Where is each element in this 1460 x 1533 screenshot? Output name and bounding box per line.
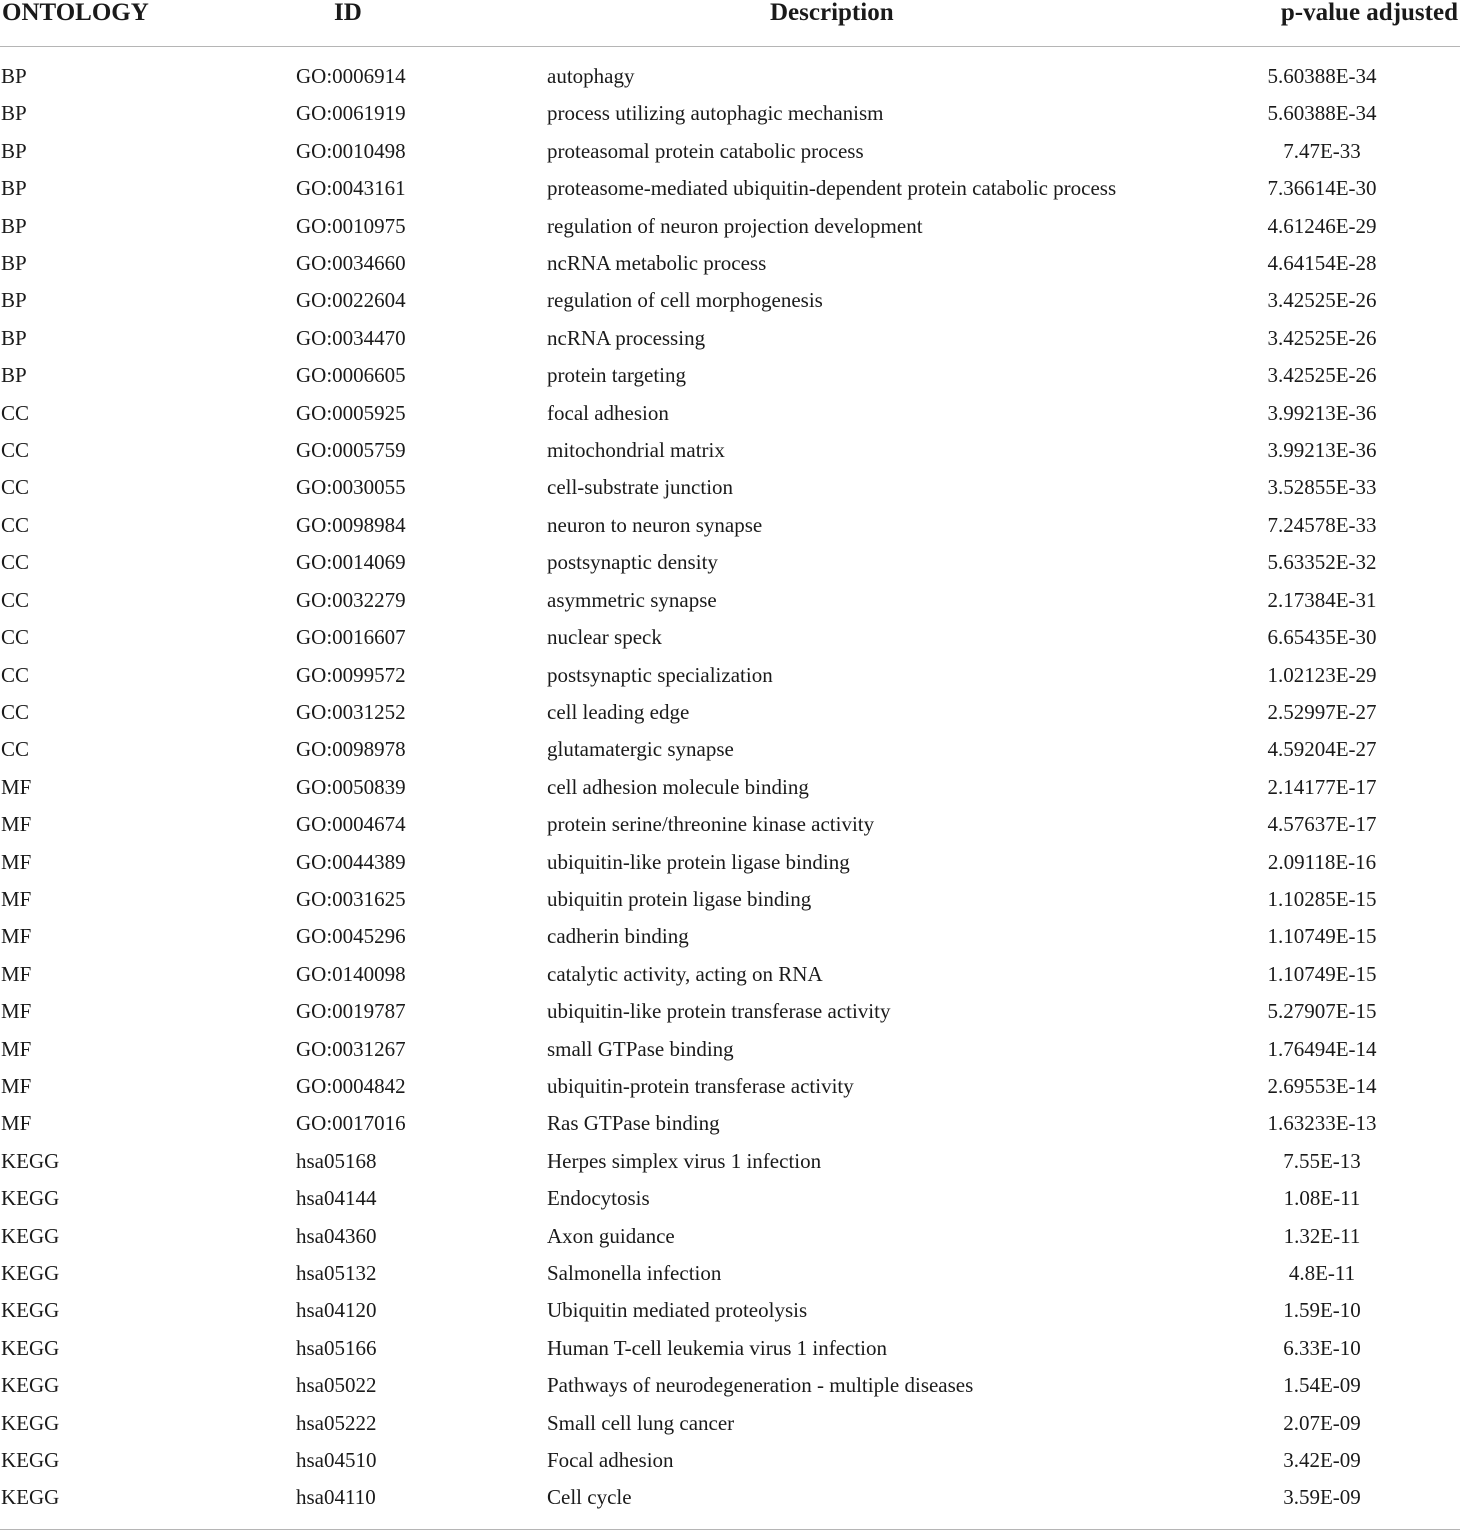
description-cell: Ras GTPase binding — [547, 1111, 720, 1136]
table-row — [0, 733, 1460, 770]
table-row — [0, 172, 1460, 209]
ontology-cell: CC — [1, 625, 30, 650]
description-cell: proteasome-mediated ubiquitin-dependent protein catabolic process — [547, 176, 1117, 201]
table-header — [0, 0, 1460, 47]
id-cell: GO:0034660 — [296, 251, 406, 276]
table-row — [0, 247, 1460, 284]
table-row — [0, 1107, 1460, 1144]
pvalue-cell: 6.33E-10 — [1283, 1335, 1361, 1360]
pvalue-cell: 4.8E-11 — [1288, 1261, 1356, 1285]
description-cell: protein targeting — [547, 363, 686, 388]
ontology-cell: CC — [1, 587, 30, 612]
pvalue-cell: 1.32E-11 — [1283, 1223, 1361, 1248]
pvalue-cell: 1.10749E-15 — [1267, 961, 1377, 986]
ontology-cell: KEGG — [1, 1223, 60, 1248]
id-cell: hsa04510 — [296, 1448, 377, 1473]
ontology-cell: KEGG — [1, 1298, 60, 1323]
ontology-cell: KEGG — [1, 1186, 60, 1211]
ontology-cell: MF — [1, 924, 32, 949]
ontology-cell: BP — [1, 64, 27, 88]
pvalue-cell: 2.07E-09 — [1283, 1410, 1361, 1435]
table-row — [0, 1070, 1460, 1107]
description-cell: Endocytosis — [547, 1186, 650, 1211]
pvalue-cell: 1.08E-11 — [1283, 1186, 1361, 1211]
pvalue-cell: 1.76494E-14 — [1267, 1036, 1377, 1061]
description-cell: Herpes simplex virus 1 infection — [547, 1148, 822, 1173]
header-pvalue: p-value adjusted — [1280, 0, 1458, 26]
pvalue-cell: 5.60388E-34 — [1267, 101, 1377, 126]
description-cell: Human T-cell leukemia virus 1 infection — [547, 1335, 887, 1360]
ontology-cell: CC — [1, 400, 30, 425]
id-cell: hsa05166 — [296, 1335, 377, 1360]
table-row — [0, 135, 1460, 172]
table-row — [0, 846, 1460, 883]
header-id: ID — [334, 0, 362, 26]
id-cell: hsa04110 — [296, 1485, 376, 1510]
description-cell: neuron to neuron synapse — [547, 512, 763, 537]
pvalue-cell: 3.99213E-36 — [1267, 438, 1377, 463]
table-row — [0, 920, 1460, 957]
table-row — [0, 883, 1460, 920]
ontology-cell: CC — [1, 475, 30, 500]
table-row — [0, 1407, 1460, 1444]
table-row — [0, 434, 1460, 471]
description-cell: cadherin binding — [547, 924, 689, 949]
description-cell: Salmonella infection — [547, 1261, 722, 1285]
description-cell: ubiquitin-like protein transferase activity — [547, 999, 891, 1024]
id-cell: GO:0016607 — [296, 625, 406, 650]
pvalue-cell: 1.02123E-29 — [1267, 662, 1377, 687]
id-cell: GO:0010498 — [296, 138, 406, 163]
ontology-cell: MF — [1, 812, 32, 837]
description-cell: ubiquitin-protein transferase activity — [547, 1073, 854, 1098]
table-row — [0, 397, 1460, 434]
pvalue-cell: 6.65435E-30 — [1267, 625, 1377, 650]
table-row — [0, 210, 1460, 247]
ontology-cell: BP — [1, 101, 27, 126]
pvalue-cell: 3.42E-09 — [1283, 1448, 1361, 1473]
table-row — [0, 1444, 1460, 1481]
id-cell: GO:0045296 — [296, 924, 406, 949]
table-row — [0, 659, 1460, 696]
id-cell: GO:0061919 — [296, 101, 406, 126]
description-cell: protein serine/threonine kinase activity — [547, 812, 875, 837]
description-cell: Ubiquitin mediated proteolysis — [547, 1298, 808, 1323]
ontology-cell: BP — [1, 288, 27, 313]
table-row — [0, 359, 1460, 396]
table-row — [0, 958, 1460, 995]
pvalue-cell: 3.59E-09 — [1283, 1485, 1361, 1510]
table-row — [0, 584, 1460, 621]
ontology-cell: KEGG — [1, 1335, 60, 1360]
id-cell: GO:0005759 — [296, 438, 406, 463]
table-row — [0, 771, 1460, 808]
table-bottom-rule — [0, 1529, 1460, 1530]
pvalue-cell: 7.24578E-33 — [1267, 512, 1377, 537]
pvalue-cell: 5.60388E-34 — [1267, 64, 1377, 88]
ontology-cell: MF — [1, 961, 32, 986]
table-row — [0, 322, 1460, 359]
pvalue-cell: 7.55E-13 — [1283, 1148, 1361, 1173]
id-cell: GO:0099572 — [296, 662, 406, 687]
table-row — [0, 1220, 1460, 1257]
id-cell: hsa04144 — [296, 1186, 377, 1211]
table-body — [0, 47, 1460, 1519]
ontology-cell: BP — [1, 325, 27, 350]
description-cell: Small cell lung cancer — [547, 1410, 735, 1435]
description-cell: autophagy — [547, 64, 635, 88]
table-row — [0, 60, 1460, 97]
description-cell: glutamatergic synapse — [547, 737, 734, 762]
pvalue-cell: 2.09118E-16 — [1267, 849, 1377, 874]
table-row — [0, 1369, 1460, 1406]
pvalue-cell: 1.59E-10 — [1283, 1298, 1361, 1323]
table-row — [0, 621, 1460, 658]
ontology-cell: MF — [1, 1073, 32, 1098]
table-row — [0, 696, 1460, 733]
ontology-cell: BP — [1, 363, 27, 388]
ontology-cell: CC — [1, 512, 30, 537]
id-cell: GO:0004842 — [296, 1073, 406, 1098]
ontology-cell: MF — [1, 774, 32, 799]
pvalue-cell: 2.69553E-14 — [1267, 1073, 1377, 1098]
table-row — [0, 471, 1460, 508]
table-row — [0, 1145, 1460, 1182]
description-cell: mitochondrial matrix — [547, 438, 725, 463]
ontology-cell: BP — [1, 138, 27, 163]
table-row — [0, 1033, 1460, 1070]
pvalue-cell: 3.42525E-26 — [1267, 363, 1377, 388]
description-cell: cell leading edge — [547, 699, 690, 724]
ontology-cell: CC — [1, 438, 30, 463]
ontology-cell: MF — [1, 999, 32, 1024]
ontology-cell: BP — [1, 176, 27, 201]
id-cell: GO:0050839 — [296, 774, 406, 799]
description-cell: postsynaptic specialization — [547, 662, 773, 687]
id-cell: hsa05022 — [296, 1373, 377, 1398]
table-row — [0, 284, 1460, 321]
id-cell: GO:0005925 — [296, 400, 406, 425]
description-cell: regulation of cell morphogenesis — [547, 288, 823, 313]
id-cell: GO:0140098 — [296, 961, 406, 986]
id-cell: GO:0031252 — [296, 699, 406, 724]
id-cell: GO:0010975 — [296, 213, 406, 238]
pvalue-cell: 3.99213E-36 — [1267, 400, 1377, 425]
id-cell: GO:0031267 — [296, 1036, 406, 1061]
description-cell: ubiquitin-like protein ligase binding — [547, 849, 850, 874]
description-cell: ncRNA metabolic process — [547, 251, 767, 276]
description-cell: Axon guidance — [547, 1223, 675, 1248]
pvalue-cell: 1.63233E-13 — [1267, 1111, 1377, 1136]
description-cell: cell-substrate junction — [547, 475, 734, 500]
pvalue-cell: 1.10749E-15 — [1267, 924, 1377, 949]
ontology-cell: MF — [1, 849, 32, 874]
ontology-cell: BP — [1, 213, 27, 238]
description-cell: process utilizing autophagic mechanism — [547, 101, 884, 126]
pvalue-cell: 2.14177E-17 — [1267, 774, 1377, 799]
id-cell: GO:0004674 — [296, 812, 406, 837]
ontology-cell: KEGG — [1, 1261, 60, 1285]
pvalue-cell: 1.10285E-15 — [1267, 886, 1377, 911]
table-row — [0, 1481, 1460, 1518]
id-cell: GO:0006914 — [296, 64, 406, 88]
table-row — [0, 1294, 1460, 1331]
id-cell: GO:0034470 — [296, 325, 406, 350]
pvalue-cell: 5.63352E-32 — [1267, 550, 1377, 575]
table-row — [0, 509, 1460, 546]
id-cell: GO:0032279 — [296, 587, 406, 612]
pvalue-cell: 2.52997E-27 — [1267, 699, 1377, 724]
description-cell: Pathways of neurodegeneration - multiple diseases — [547, 1373, 974, 1398]
pvalue-cell: 2.17384E-31 — [1267, 587, 1377, 612]
id-cell: GO:0017016 — [296, 1111, 406, 1136]
id-cell: GO:0098984 — [296, 512, 406, 537]
id-cell: GO:0044389 — [296, 849, 406, 874]
description-cell: small GTPase binding — [547, 1036, 734, 1061]
table-row — [0, 995, 1460, 1032]
description-cell: nuclear speck — [547, 625, 662, 650]
table-row — [0, 1182, 1460, 1219]
ontology-cell: KEGG — [1, 1148, 60, 1173]
pvalue-cell: 4.59204E-27 — [1267, 737, 1377, 762]
ontology-cell: KEGG — [1, 1448, 60, 1473]
pvalue-cell: 3.42525E-26 — [1267, 288, 1377, 313]
header-ontology: ONTOLOGY — [2, 0, 149, 26]
pvalue-cell: 5.27907E-15 — [1267, 999, 1377, 1024]
pvalue-cell: 7.36614E-30 — [1267, 176, 1377, 201]
id-cell: GO:0006605 — [296, 363, 406, 388]
description-cell: asymmetric synapse — [547, 587, 717, 612]
description-cell: Cell cycle — [547, 1485, 632, 1510]
id-cell: hsa04120 — [296, 1298, 377, 1323]
id-cell: hsa05222 — [296, 1410, 377, 1435]
pvalue-cell: 7.47E-33 — [1283, 138, 1361, 163]
ontology-cell: KEGG — [1, 1373, 60, 1398]
pvalue-cell: 4.57637E-17 — [1267, 812, 1377, 837]
description-cell: ubiquitin protein ligase binding — [547, 886, 812, 911]
ontology-cell: MF — [1, 1111, 32, 1136]
description-cell: ncRNA processing — [547, 325, 706, 350]
description-cell: postsynaptic density — [547, 550, 718, 575]
description-cell: proteasomal protein catabolic process — [547, 138, 864, 163]
id-cell: GO:0019787 — [296, 999, 406, 1024]
table-row — [0, 808, 1460, 845]
description-cell: Focal adhesion — [547, 1448, 674, 1473]
pvalue-cell: 4.61246E-29 — [1267, 213, 1377, 238]
id-cell: GO:0098978 — [296, 737, 406, 762]
id-cell: GO:0043161 — [296, 176, 406, 201]
header-description: Description — [770, 0, 894, 26]
table-row — [0, 1332, 1460, 1369]
description-cell: cell adhesion molecule binding — [547, 774, 809, 799]
ontology-cell: CC — [1, 662, 30, 687]
ontology-cell: MF — [1, 886, 32, 911]
id-cell: hsa05132 — [296, 1261, 377, 1285]
table-row — [0, 97, 1460, 134]
ontology-cell: CC — [1, 699, 30, 724]
id-cell: GO:0031625 — [296, 886, 406, 911]
ontology-cell: BP — [1, 251, 27, 276]
table-row — [0, 1257, 1460, 1294]
ontology-cell: KEGG — [1, 1410, 60, 1435]
ontology-cell: CC — [1, 737, 30, 762]
ontology-cell: KEGG — [1, 1485, 60, 1510]
ontology-cell: CC — [1, 550, 30, 575]
pvalue-cell: 3.52855E-33 — [1267, 475, 1377, 500]
description-cell: focal adhesion — [547, 400, 669, 425]
id-cell: GO:0022604 — [296, 288, 406, 313]
pvalue-cell: 1.54E-09 — [1283, 1373, 1361, 1398]
id-cell: hsa05168 — [296, 1148, 377, 1173]
description-cell: catalytic activity, acting on RNA — [547, 961, 823, 986]
pvalue-cell: 4.64154E-28 — [1267, 251, 1377, 276]
id-cell: GO:0030055 — [296, 475, 406, 500]
id-cell: GO:0014069 — [296, 550, 406, 575]
pvalue-cell: 3.42525E-26 — [1267, 325, 1377, 350]
description-cell: regulation of neuron projection development — [547, 213, 923, 238]
table-row — [0, 546, 1460, 583]
ontology-cell: MF — [1, 1036, 32, 1061]
id-cell: hsa04360 — [296, 1223, 377, 1248]
